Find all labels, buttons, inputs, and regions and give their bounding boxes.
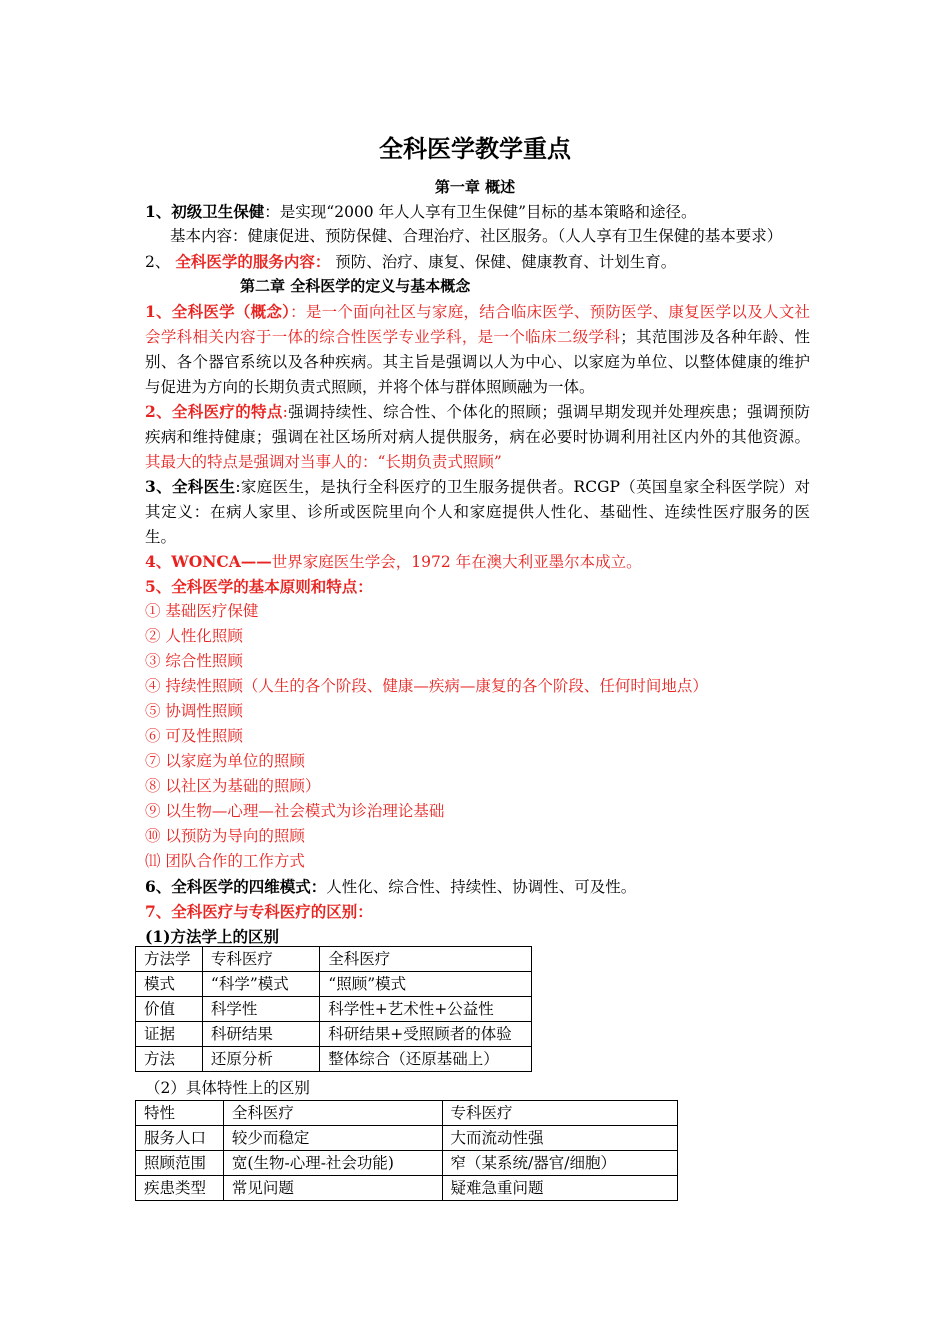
principle-item: ⑦ 以家庭为单位的照顾 — [145, 752, 305, 770]
ch2-s3-text: :家庭医生，是执行全科医疗的卫生服务提供者。RCGP（英国皇家全科医学院）对其定义：在病人家里、诊所或医院里向个人和家庭提供人性化、基础性、连续性医疗服务的医生。 — [145, 478, 810, 546]
table-cell: “科学”模式 — [202, 972, 319, 997]
table-cell: 全科医疗 — [320, 947, 532, 972]
principle-item: ③ 综合性照顾 — [145, 652, 243, 670]
table-row — [136, 997, 532, 1022]
ch2-s4-label: 4、WONCA—— — [145, 552, 272, 571]
ch2-section3 — [145, 474, 810, 550]
ch1-item1-sub: 基本内容：健康促进、预防保健、合理治疗、社区服务。（人人享有卫生保健的基本要求） — [170, 227, 783, 245]
table-cell: 专科医疗 — [442, 1101, 677, 1126]
ch1-item1-text: ：是实现“2000 年人人享有卫生保健”目标的基本策略和途径。 — [264, 203, 697, 221]
ch2-section4 — [145, 549, 810, 575]
methodology-table — [135, 946, 532, 1072]
ch2-s2-text: 强调持续性、综合性、个体化的照顾；强调早期发现并处理疾患；强调预防疾病和维持健康；强调在社区场所对病人提供服务，病在必要时协调利用社区内外的其他资源。 — [145, 403, 810, 446]
table-cell: 特性 — [136, 1101, 224, 1126]
ch2-s1-label: 1、全科医学（概念） — [145, 302, 291, 321]
chapter2-heading: 第二章 全科医学的定义与基本概念 — [240, 277, 471, 295]
ch1-item1 — [145, 199, 810, 225]
principle-item: ④ 持续性照顾（人生的各个阶段、健康—疾病—康复的各个阶段、任何时间地点） — [145, 677, 708, 695]
table-cell: “照顾”模式 — [320, 972, 532, 997]
table-row — [136, 972, 532, 997]
table-cell: 方法 — [136, 1047, 203, 1072]
ch1-item2-num: 2、 — [145, 253, 171, 271]
table-cell: 模式 — [136, 972, 203, 997]
table-cell: 科学性+艺术性+公益性 — [320, 997, 532, 1022]
ch2-s2-colon: : — [282, 403, 288, 421]
table-cell: 全科医疗 — [223, 1101, 442, 1126]
ch2-section2 — [145, 399, 810, 475]
ch2-s1-text: ；其范围涉及各种年龄、性别、各个器官系统以及各种疾病。其主旨是强调以人为中心、以家庭为单位、以整体健康的维护与促进为方向的长期负责式照顾，并将个体与群体照顾融为一体。 — [145, 328, 810, 396]
table-cell: 价值 — [136, 997, 203, 1022]
table-cell: 较少而稳定 — [223, 1126, 442, 1151]
principle-item: ⑥ 可及性照顾 — [145, 727, 243, 745]
principle-item: ① 基础医疗保健 — [145, 602, 259, 620]
chapter1-heading: 第一章 概述 — [434, 178, 516, 196]
table-cell: 疑难急重问题 — [442, 1176, 677, 1201]
principle-item: ② 人性化照顾 — [145, 627, 243, 645]
table-cell: 还原分析 — [202, 1047, 319, 1072]
ch2-s6-text: 人性化、综合性、持续性、协调性、可及性。 — [326, 878, 637, 896]
table-cell: 科学性 — [202, 997, 319, 1022]
table-row — [136, 1151, 678, 1176]
table-cell: 方法学 — [136, 947, 203, 972]
table-cell: 照顾范围 — [136, 1151, 224, 1176]
ch2-s3-label: 3、全科医生 — [145, 477, 236, 496]
ch2-s2-red-text: 其最大的特点是强调对当事人的：“长期负责式照顾” — [145, 453, 502, 471]
ch2-s7-label: 7、全科医疗与专科医疗的区别： — [145, 902, 373, 921]
ch2-s6-label: 6、全科医学的四维模式： — [145, 877, 327, 896]
principle-item: ⑤ 协调性照顾 — [145, 702, 243, 720]
table-cell: 专科医疗 — [202, 947, 319, 972]
table-cell: 证据 — [136, 1022, 203, 1047]
table-cell: 大而流动性强 — [442, 1126, 677, 1151]
ch2-section6 — [145, 874, 810, 900]
table2-caption: （2）具体特性上的区别 — [145, 1079, 310, 1097]
ch2-s5-label: 5、全科医学的基本原则和特点： — [145, 577, 373, 596]
table-row — [136, 947, 532, 972]
ch2-s2-label: 2、全科医疗的特点 — [145, 402, 283, 421]
ch1-item1-label: 1、初级卫生保健 — [145, 202, 265, 221]
ch1-item2 — [145, 249, 810, 275]
table-cell: 整体综合（还原基础上） — [320, 1047, 532, 1072]
principle-item: ⑨ 以生物—心理—社会模式为诊治理论基础 — [145, 802, 445, 820]
table-row — [136, 1022, 532, 1047]
ch1-item2-label: 全科医学的服务内容： — [175, 252, 331, 271]
principle-item: ⑧ 以社区为基础的照顾） — [145, 777, 321, 795]
principle-item: ⑩ 以预防为导向的照顾 — [145, 827, 305, 845]
ch2-s1-red-text: ：是一个面向社区与家庭，结合临床医学、预防医学、康复医学以及人文社会学科相关内容于一体的综合性医学专业学科，是一个临床二级学科 — [145, 303, 810, 346]
table-cell: 科研结果+受照顾者的体验 — [320, 1022, 532, 1047]
table-cell: 科研结果 — [202, 1022, 319, 1047]
table-cell: 常见问题 — [223, 1176, 442, 1201]
document-title: 全科医学教学重点 — [379, 134, 571, 163]
ch2-s4-text: 世界家庭医生学会，1972 年在澳大利亚墨尔本成立。 — [271, 553, 642, 571]
table-row — [136, 1176, 678, 1201]
ch2-section1 — [145, 299, 810, 400]
table1-caption: (1)方法学上的区别 — [145, 927, 279, 946]
table-row — [136, 1047, 532, 1072]
characteristics-table — [135, 1100, 678, 1201]
ch1-item2-text: 预防、治疗、康复、保健、健康教育、计划生育。 — [335, 253, 677, 271]
table-cell: 服务人口 — [136, 1126, 224, 1151]
principle-item: ⑾ 团队合作的工作方式 — [145, 852, 305, 870]
table-cell: 宽(生物-心理-社会功能) — [223, 1151, 442, 1176]
table-cell: 窄（某系统/器官/细胞） — [442, 1151, 677, 1176]
table-row — [136, 1126, 678, 1151]
table-row — [136, 1101, 678, 1126]
table-cell: 疾患类型 — [136, 1176, 224, 1201]
